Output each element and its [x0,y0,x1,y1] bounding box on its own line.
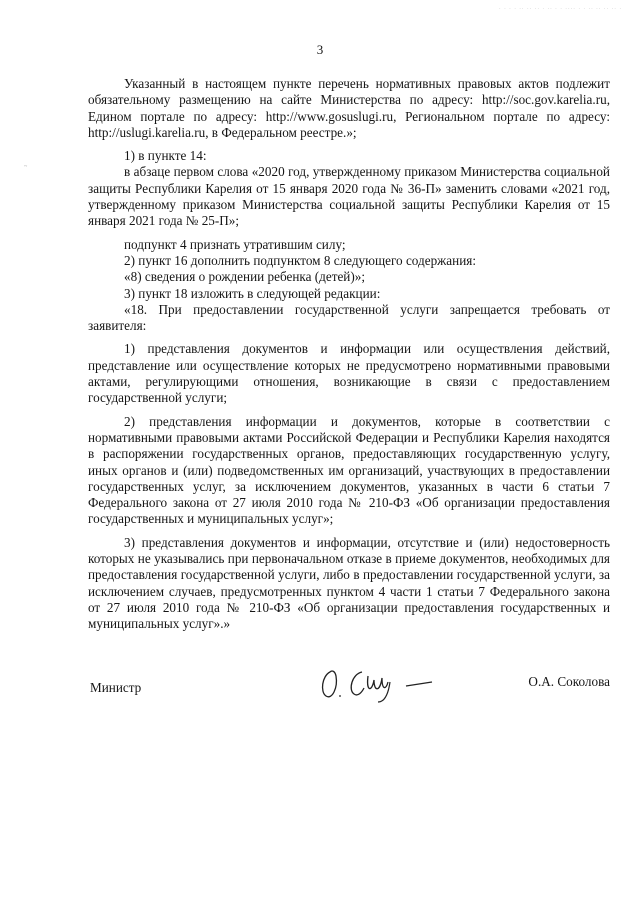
paragraph: 1) представления документов и информации или осуществления действий, представление или осуществление которых не предусмотрено нормативными правовыми актами, регулирующими отношения, возникающие в связи с предоставлением государственной услуги; [88,341,610,406]
paragraph: 3) представления документов и информации, отсутствие и (или) недостоверность которых не указывались при первоначальном отказе в приеме документов, необходимых для предоставления государственной услуги, либо в предоставлении государственной услуги, за исключением случаев, предусмотренных пунктом 4 части 1 статьи 7 Федерального закона от 27 июля 2010 года № 210-ФЗ «Об организации предоставления государственных и муниципальных услуг».» [88,534,610,632]
handwritten-signature [316,662,436,704]
paragraph: 2) представления информации и документов, которые в соответствии с нормативными правовыми актами Российской Федерации и Республики Карелия находятся в распоряжении государственных органов, предоставляющих государственную услугу, иных органов и (или) подведомственных им организаций, участвующих в предоставлении государственных услуг, за исключением документов, указанных в части 6 статьи 7 Федерального закона от 27 июля 2010 года № 210-ФЗ «Об организации предоставления государственных и муниципальных услуг»; [88,413,610,527]
signatory-name: О.А. Соколова [528,674,610,689]
paragraph: Указанный в настоящем пункте перечень нормативных правовых актов подлежит обязательному размещению на сайте Министерства по адресу: http://soc.gov.karelia.ru, Едином портале по адресу: http://www.gosuslugi.ru, Региональном портале по адресу: http://uslugi.karelia.ru, в Федеральном реестре.»; [88,76,610,140]
paragraph: «18. При предоставлении государственной услуги запрещается требовать от заявителя: [88,301,610,334]
signatory-title: Министр [90,680,142,695]
document-body [88,76,610,633]
paragraph: в абзаце первом слова «2020 год, утвержденному приказом Министерства социальной защиты Республики Карелия от 15 января 2020 года № 36-П» заменить словами «2021 год, утвержденному приказом Министерства социальной защиты Республики Карелия от 15 января 2021 года № 25-П»; [88,164,610,229]
margin-mark: ~ [24,164,28,170]
paragraph: 2) пункт 16 дополнить подпунктом 8 следующего содержания: [124,252,476,268]
signature-block [88,670,610,710]
paragraph: 3) пункт 18 изложить в следующей редакции: [124,285,381,301]
paragraph: 1) в пункте 14: [124,148,207,164]
paragraph: подпункт 4 признать утратившим силу; [124,236,346,252]
scan-artifact: · · · · ·· ·· ·· · ·· · · ···· · · ·· ·· ·· ·· · [499,6,622,12]
paragraph: «8) сведения о рождении ребенка (детей)»; [124,269,366,285]
page-number: 3 [316,42,324,57]
